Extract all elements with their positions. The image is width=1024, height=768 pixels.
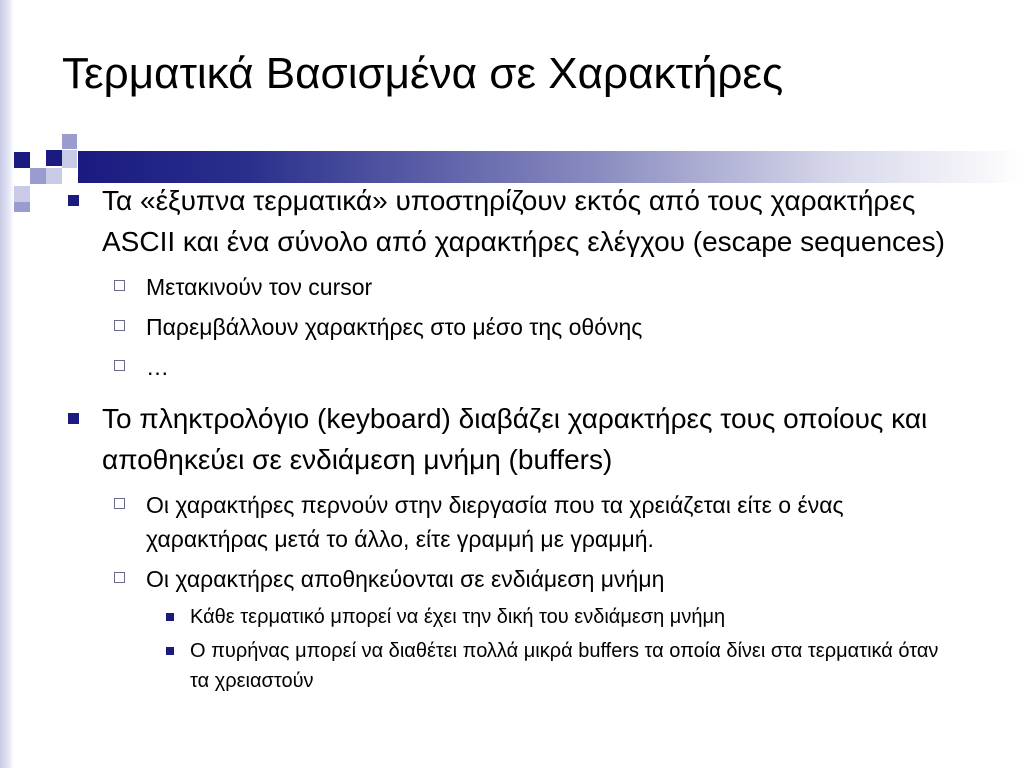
hollow-square-bullet-icon: [114, 280, 125, 291]
deco-square: [46, 168, 62, 184]
square-bullet-icon: [68, 413, 79, 424]
deco-square: [62, 150, 77, 168]
hollow-square-bullet-icon: [114, 498, 125, 509]
sub-sub-bullet-text: Ο πυρήνας μπορεί να διαθέτει πολλά μικρά buffers τα οποία δίνει στα τερματικά όταν τα χρειαστούν: [190, 640, 939, 692]
bullet-item: [62, 398, 962, 480]
small-square-bullet-icon: [166, 647, 174, 655]
sub-sub-bullet-item: [62, 602, 962, 632]
sub-bullet-item: [62, 310, 962, 344]
hollow-square-bullet-icon: [114, 360, 125, 371]
slide-body: [62, 180, 962, 700]
deco-square: [14, 202, 30, 212]
hollow-square-bullet-icon: [114, 320, 125, 331]
bullet-text: Τα «έξυπνα τερματικά» υποστηρίζουν εκτός από τους χαρακτήρες ASCII και ένα σύνολο από χαρακτήρες ελέγχου (escape sequences): [102, 185, 945, 257]
sub-bullet-text: Οι χαρακτήρες αποθηκεύονται σε ενδιάμεση μνήμη: [146, 566, 665, 592]
square-bullet-icon: [68, 195, 79, 206]
sub-bullet-text: Παρεμβάλλουν χαρακτήρες στο μέσο της οθόνης: [146, 314, 643, 340]
sub-bullet-text: …: [146, 354, 169, 380]
deco-square: [14, 186, 30, 202]
deco-square: [46, 150, 62, 166]
bullet-text: Το πληκτρολόγιο (keyboard) διαβάζει χαρακτήρες τους οποίους και αποθηκεύει σε ενδιάμεση μνήμη (buffers): [102, 403, 928, 475]
sub-sub-bullet-item: [62, 636, 962, 696]
sub-bullet-item: [62, 562, 962, 596]
bullet-item: [62, 180, 962, 262]
sub-bullet-item: [62, 488, 962, 556]
deco-square: [62, 134, 77, 149]
deco-square: [14, 152, 30, 168]
deco-square: [30, 168, 46, 184]
sub-sub-bullet-text: Κάθε τερματικό μπορεί να έχει την δική του ενδιάμεση μνήμη: [190, 606, 726, 628]
small-square-bullet-icon: [166, 613, 174, 621]
sub-bullet-item: [62, 270, 962, 304]
sub-bullet-text: Μετακινούν τον cursor: [146, 274, 373, 300]
hollow-square-bullet-icon: [114, 572, 125, 583]
sub-bullet-text: Οι χαρακτήρες περνούν στην διεργασία που τα χρειάζεται είτε ο ένας χαρακτήρας μετά το άλλο, είτε γραμμή με γραμμή.: [146, 492, 844, 552]
slide-title: Τερματικά Βασισμένα σε Χαρακτήρες: [62, 49, 784, 98]
left-gradient-stripe: [0, 0, 14, 768]
sub-bullet-item: [62, 350, 962, 384]
